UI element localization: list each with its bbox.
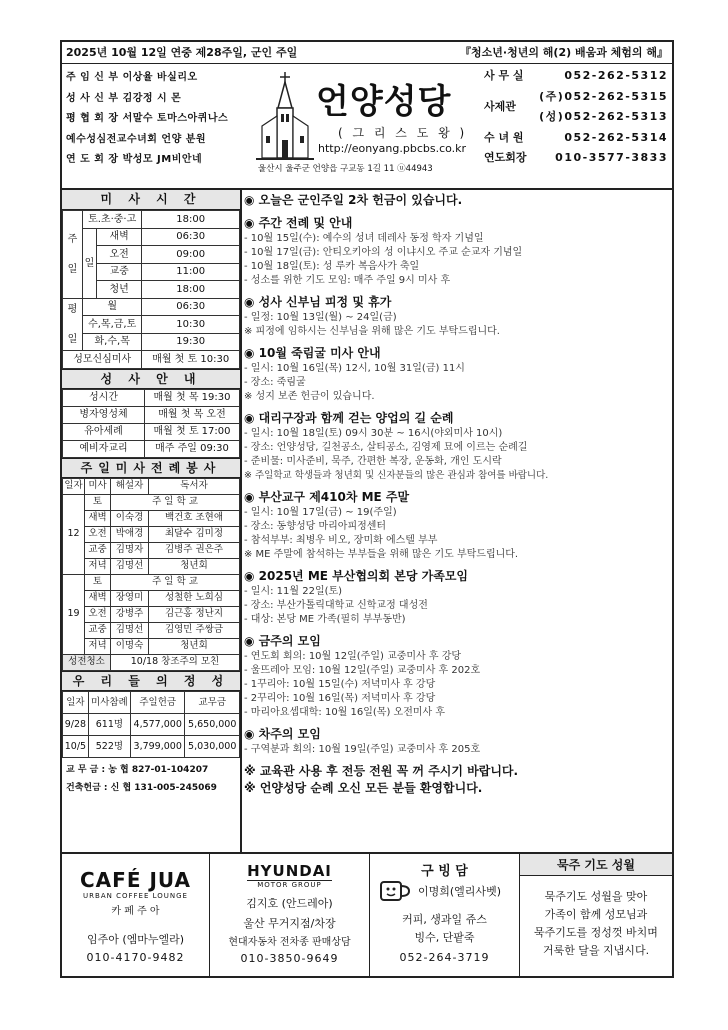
notice-block bbox=[244, 633, 674, 720]
liturgy-commentator: 이숙경 bbox=[111, 510, 149, 526]
notice-block bbox=[244, 215, 674, 288]
sacraments-heading: 성 사 안 내 bbox=[62, 369, 240, 389]
contact-row bbox=[482, 128, 670, 149]
staff-list bbox=[66, 68, 252, 171]
notice-line: - 성소를 위한 기도 모임: 매주 주일 9시 미사 후 bbox=[244, 275, 451, 286]
sacrament-time: 매월 첫 목 19:30 bbox=[145, 389, 240, 406]
notice-line: - 일시: 10월 16일(목) 12시, 10월 31일(금) 11시 bbox=[244, 363, 465, 374]
notice-line: - 10월 18일(토): 성 루카 복음사가 축일 bbox=[244, 261, 420, 272]
notice-line: - 장소: 동향성당 마리아피정센터 bbox=[244, 521, 387, 532]
rosary-text-line: 거룩한 달을 지냅시다. bbox=[542, 944, 650, 957]
notice-line: - 장소: 언양성당, 길천공소, 살티공소, 김영제 묘에 이르는 순례길 bbox=[244, 442, 528, 453]
notice-block bbox=[244, 568, 674, 627]
notice-title: ◉ 금주의 모임 bbox=[244, 634, 321, 648]
mass-time: 06:30 bbox=[142, 228, 240, 246]
col-header: 미사참례 bbox=[88, 691, 130, 713]
contact-number: (주)052-262-5315 bbox=[539, 89, 668, 103]
ad-cafe-jua bbox=[62, 854, 210, 978]
gubingdam-menu: 빙수, 단팥죽 bbox=[414, 931, 475, 944]
church-building-icon bbox=[256, 70, 314, 162]
offering-attendance: 611명 bbox=[88, 713, 130, 735]
cafe-phone: 010-4170-9482 bbox=[86, 951, 185, 964]
year-motto: 『청소년·청년의 해(2) 배움과 체험의 해』 bbox=[460, 46, 668, 59]
sacrament-time: 매월 첫 목 오전 bbox=[145, 406, 240, 423]
notice-title: ◉ 주간 전례 및 안내 bbox=[244, 216, 353, 230]
contact-label: 연도회장 bbox=[484, 151, 527, 164]
notice-line: - 일시: 10월 17일(금) ~ 19(주일) bbox=[244, 507, 397, 518]
liturgy-readers: 백건호 조현애 bbox=[149, 510, 240, 526]
liturgy-date: 19 bbox=[63, 574, 85, 654]
contact-number: (성)052-262-5313 bbox=[539, 110, 668, 123]
notice-block bbox=[244, 489, 674, 562]
notice-title: ◉ 부산교구 제410차 ME 주말 bbox=[244, 490, 410, 504]
notice-block bbox=[244, 192, 674, 209]
heart-mass-time: 매월 첫 토 10:30 bbox=[142, 351, 240, 369]
liturgy-commentator: 주 일 학 교 bbox=[111, 494, 240, 510]
liturgy-commentator: 이명숙 bbox=[111, 638, 149, 654]
contact-number: 052-262-5314 bbox=[564, 130, 668, 144]
liturgy-mass: 교중 bbox=[85, 542, 111, 558]
closing-note: ※ 교육관 사용 후 전등 전원 꼭 꺼 주시기 바랍니다. bbox=[244, 764, 519, 778]
mass-day: 토.초·중·고 bbox=[83, 211, 142, 229]
mass-day: 월 bbox=[83, 298, 142, 316]
notice-title: ◉ 10월 죽림굴 미사 안내 bbox=[244, 346, 381, 360]
sacrament-time: 매월 첫 토 17:00 bbox=[145, 423, 240, 440]
offering-table bbox=[62, 691, 240, 758]
hyundai-tagline: MOTOR GROUP bbox=[257, 881, 322, 889]
col-header: 일자 bbox=[63, 478, 85, 494]
church-website-link[interactable]: http://eonyang.pbcbs.co.kr bbox=[318, 142, 467, 155]
footer-ads bbox=[62, 852, 672, 976]
notice-line: - 참석부부: 최병우 비오, 장미화 에스텔 부부 bbox=[244, 535, 438, 546]
notice-line: - 일시: 11월 22일(토) bbox=[244, 586, 343, 597]
offering-date: 9/28 bbox=[63, 713, 89, 735]
mass-day: 교중 bbox=[97, 263, 142, 281]
offering-sunday: 3,799,000 bbox=[130, 735, 185, 757]
offering-date: 10/5 bbox=[63, 735, 89, 757]
notice-line: ※ 피정에 임하시는 신부님을 위해 많은 기도 부탁드립니다. bbox=[244, 326, 500, 337]
gubingdam-name: 구 빙 담 bbox=[421, 864, 468, 879]
notice-line: - 연도회 회의: 10월 12일(주일) 교중미사 후 강당 bbox=[244, 651, 462, 662]
liturgy-mass: 교중 bbox=[85, 622, 111, 638]
notice-line: ※ 주일학교 학생들과 청년회 및 신자분들의 많은 관심과 참여를 바랍니다. bbox=[244, 470, 549, 481]
contact-row bbox=[482, 66, 670, 87]
liturgy-readers: 청년회 bbox=[149, 558, 240, 574]
rosary-title: 묵주 기도 성월 bbox=[520, 854, 672, 876]
church-title-block bbox=[252, 64, 480, 186]
mass-time: 09:00 bbox=[142, 246, 240, 264]
gubingdam-phone: 052-264-3719 bbox=[399, 951, 490, 964]
sacrament-time: 매주 주일 09:30 bbox=[145, 440, 240, 457]
notice-line: - 구역분과 회의: 10월 19일(주일) 교중미사 후 205호 bbox=[244, 744, 481, 755]
contact-label: 사 무 실 bbox=[484, 69, 524, 82]
contact-label: 사제관 bbox=[484, 99, 516, 113]
notice-title: ◉ 대리구장과 함께 걷는 양업의 길 순례 bbox=[244, 411, 454, 425]
liturgy-commentator: 주 일 학 교 bbox=[111, 574, 240, 590]
notice-line: - 울뜨레아 모임: 10월 12일(주일) 교중미사 후 202호 bbox=[244, 665, 481, 676]
notice-line: - 준비물: 미사준비, 묵주, 간편한 복장, 운동화, 개인 도시락 bbox=[244, 456, 502, 467]
church-name: 언양성당 bbox=[316, 82, 452, 122]
staff-line: 평 협 회 장 서말수 토마스아퀴나스 bbox=[66, 113, 229, 124]
liturgy-readers: 김병주 권은주 bbox=[149, 542, 240, 558]
contact-row bbox=[482, 87, 670, 113]
rosary-month-box bbox=[520, 854, 672, 978]
rosary-text-line: 묵주기도를 정성껏 바치며 bbox=[534, 926, 658, 939]
sunday-label: 주 일 bbox=[63, 211, 83, 299]
liturgy-mass: 오전 bbox=[85, 606, 111, 622]
liturgy-mass: 저녁 bbox=[85, 638, 111, 654]
mass-time: 19:30 bbox=[142, 333, 240, 351]
liturgy-date: 12 bbox=[63, 494, 85, 574]
liturgy-commentator: 김명선 bbox=[111, 558, 149, 574]
cleaning-label: 성전청소 bbox=[63, 654, 111, 670]
liturgy-commentator: 김명선 bbox=[111, 622, 149, 638]
col-header: 해설자 bbox=[111, 478, 149, 494]
gubingdam-owner: 이명희(엘리사벳) bbox=[418, 885, 501, 898]
liturgy-readers: 김영민 주쌍금 bbox=[149, 622, 240, 638]
contact-label: 수 녀 원 bbox=[484, 130, 524, 144]
bank-account-tithe: 교 무 금 : 농 협 827-01-104207 bbox=[66, 764, 209, 775]
notice-line: - 2꾸리아: 10월 16일(목) 저녁미사 후 강당 bbox=[244, 693, 436, 704]
cafe-logo: CAFÉ JUA bbox=[80, 868, 191, 892]
top-bar bbox=[62, 42, 672, 64]
bank-accounts bbox=[62, 758, 240, 800]
sacraments-table bbox=[62, 389, 240, 458]
mass-time: 06:30 bbox=[142, 298, 240, 316]
liturgy-readers: 성철한 노희심 bbox=[149, 590, 240, 606]
mass-day: 수,목,금,토 bbox=[83, 316, 142, 334]
weekday-label: 평 일 bbox=[63, 298, 83, 351]
il-label: 일 bbox=[83, 228, 97, 298]
mass-times-heading: 미 사 시 간 bbox=[62, 190, 240, 210]
church-subtitle: ( 그 리 스 도 왕 ) bbox=[338, 126, 468, 140]
offering-sunday: 4,577,000 bbox=[130, 713, 185, 735]
contact-number: 052-262-5312 bbox=[564, 69, 668, 82]
liturgy-mass: 저녁 bbox=[85, 558, 111, 574]
liturgy-commentator: 김명자 bbox=[111, 542, 149, 558]
col-header: 일자 bbox=[63, 691, 89, 713]
offering-tithe: 5,650,000 bbox=[185, 713, 240, 735]
hyundai-logo: HYUNDAI bbox=[247, 862, 332, 880]
staff-line: 주 임 신 부 이상율 바실리오 bbox=[66, 72, 198, 83]
mass-time: 18:00 bbox=[142, 211, 240, 229]
cafe-korean-name: 카 페 주 아 bbox=[111, 906, 160, 917]
cafe-owner: 임주아 (엠마누엘라) bbox=[86, 933, 185, 946]
closing-note: ※ 언양성당 순례 오신 모든 분들 환영합니다. bbox=[244, 781, 483, 795]
notices-column bbox=[244, 192, 674, 850]
notice-line: ※ ME 주말에 참석하는 부부들을 위해 많은 기도 부탁드립니다. bbox=[244, 549, 519, 560]
notice-line: - 일시: 10월 18일(토) 09시 30분 ~ 16시(야외미사 10시) bbox=[244, 428, 503, 439]
notice-line: ※ 성지 보존 헌금이 있습니다. bbox=[244, 391, 375, 402]
contact-row bbox=[482, 107, 670, 128]
liturgy-mass: 새벽 bbox=[85, 510, 111, 526]
liturgy-mass: 토 bbox=[85, 574, 111, 590]
liturgy-mass: 토 bbox=[85, 494, 111, 510]
sacrament-name: 유아세례 bbox=[63, 423, 145, 440]
liturgy-commentator: 강병주 bbox=[111, 606, 149, 622]
rosary-text-line: 가족이 함께 성모님과 bbox=[544, 908, 648, 921]
notice-block bbox=[244, 726, 674, 757]
liturgy-table bbox=[62, 478, 240, 671]
contact-row bbox=[482, 148, 670, 169]
gubingdam-menu: 커피, 생과일 쥬스 bbox=[402, 913, 487, 926]
bulletin-date: 2025년 10월 12일 연중 제28주일, 군인 주일 bbox=[66, 46, 298, 59]
liturgy-commentator: 장영미 bbox=[111, 590, 149, 606]
cleaning-value: 10/18 창조주의 모친 bbox=[111, 654, 240, 670]
mass-day: 청년 bbox=[97, 281, 142, 299]
liturgy-readers: 김근홍 정난지 bbox=[149, 606, 240, 622]
staff-line: 예수성심전교수녀회 언양 분원 bbox=[66, 133, 207, 145]
col-header: 독서자 bbox=[149, 478, 240, 494]
coffee-cup-icon bbox=[378, 876, 412, 906]
liturgy-commentator: 박애경 bbox=[111, 526, 149, 542]
notice-line: - 장소: 죽림굴 bbox=[244, 377, 306, 388]
sacrament-name: 성시간 bbox=[63, 389, 145, 406]
notice-line: - 10월 17일(금): 안티오키아의 성 이냐시오 주교 순교자 기념일 bbox=[244, 247, 523, 258]
hyundai-dept: 현대자동차 전차종 판매상담 bbox=[228, 937, 351, 948]
liturgy-heading: 주일미사전례봉사 bbox=[62, 458, 240, 478]
notice-line: - 장소: 부산가톨릭대학교 신학교정 대성전 bbox=[244, 600, 428, 611]
left-column bbox=[62, 190, 242, 852]
mass-time: 11:00 bbox=[142, 263, 240, 281]
offering-attendance: 522명 bbox=[88, 735, 130, 757]
ad-hyundai bbox=[210, 854, 370, 978]
notice-block bbox=[244, 294, 674, 339]
church-address: 울산시 울주군 언양읍 구교동 1길 11 ⓤ44943 bbox=[258, 164, 433, 174]
liturgy-readers: 청년회 bbox=[149, 638, 240, 654]
mass-day: 화,수,목 bbox=[83, 333, 142, 351]
offering-heading: 우 리 들 의 정 성 bbox=[62, 671, 240, 691]
col-header: 교무금 bbox=[185, 691, 240, 713]
header bbox=[62, 64, 672, 190]
notice-title: ◉ 성사 신부님 피정 및 휴가 bbox=[244, 295, 392, 309]
notice-block bbox=[244, 410, 674, 483]
notice-line: - 대상: 본당 ME 가족(필히 부부동반) bbox=[244, 614, 406, 625]
bank-account-building: 건축헌금 : 신 협 131-005-245069 bbox=[66, 782, 217, 793]
notice-line: - 10월 15일(수): 예수의 성녀 데레사 동정 학자 기념일 bbox=[244, 233, 484, 244]
cafe-tagline: URBAN COFFEE LOUNGE bbox=[83, 892, 188, 900]
sacrament-name: 병자영성체 bbox=[63, 406, 145, 423]
notice-line: - 일정: 10월 13일(월) ~ 24일(금) bbox=[244, 312, 397, 323]
contact-list bbox=[482, 66, 670, 169]
sacrament-name: 예비자교리 bbox=[63, 440, 145, 457]
heart-mass-label: 성모신심미사 bbox=[63, 351, 142, 369]
notice-title: ◉ 차주의 모임 bbox=[244, 727, 321, 741]
mass-time: 18:00 bbox=[142, 281, 240, 299]
hyundai-person: 김지호 (안드레아) bbox=[246, 897, 333, 910]
offering-tithe: 5,030,000 bbox=[185, 735, 240, 757]
notice-line: - 1꾸리아: 10월 15일(수) 저녁미사 후 강당 bbox=[244, 679, 436, 690]
hyundai-branch: 울산 무거지점/차장 bbox=[243, 917, 336, 930]
mass-times-table bbox=[62, 210, 240, 369]
ad-gubingdam bbox=[370, 854, 520, 978]
notice-block bbox=[244, 345, 674, 404]
notice-title: ◉ 오늘은 군인주일 2차 헌금이 있습니다. bbox=[244, 193, 463, 207]
col-header: 미사 bbox=[85, 478, 111, 494]
mass-day: 새벽 bbox=[97, 228, 142, 246]
notice-title: ◉ 2025년 ME 부산협의회 본당 가족모임 bbox=[244, 569, 469, 583]
liturgy-readers: 최달수 김미정 bbox=[149, 526, 240, 542]
hyundai-phone: 010-3850-9649 bbox=[240, 952, 339, 965]
notice-line: - 마리아요셉대학: 10월 16일(목) 오전미사 후 bbox=[244, 707, 446, 718]
mass-time: 10:30 bbox=[142, 316, 240, 334]
bulletin-page bbox=[60, 40, 674, 978]
liturgy-mass: 오전 bbox=[85, 526, 111, 542]
contact-number: 010-3577-3833 bbox=[555, 151, 668, 164]
liturgy-mass: 새벽 bbox=[85, 590, 111, 606]
staff-line: 성 사 신 부 김강정 시 몬 bbox=[66, 92, 182, 104]
mass-day: 오전 bbox=[97, 246, 142, 264]
rosary-text-line: 묵주기도 성월을 맞아 bbox=[544, 890, 648, 903]
staff-line: 연 도 회 장 박성모 JM비안네 bbox=[66, 154, 203, 165]
col-header: 주일헌금 bbox=[130, 691, 185, 713]
